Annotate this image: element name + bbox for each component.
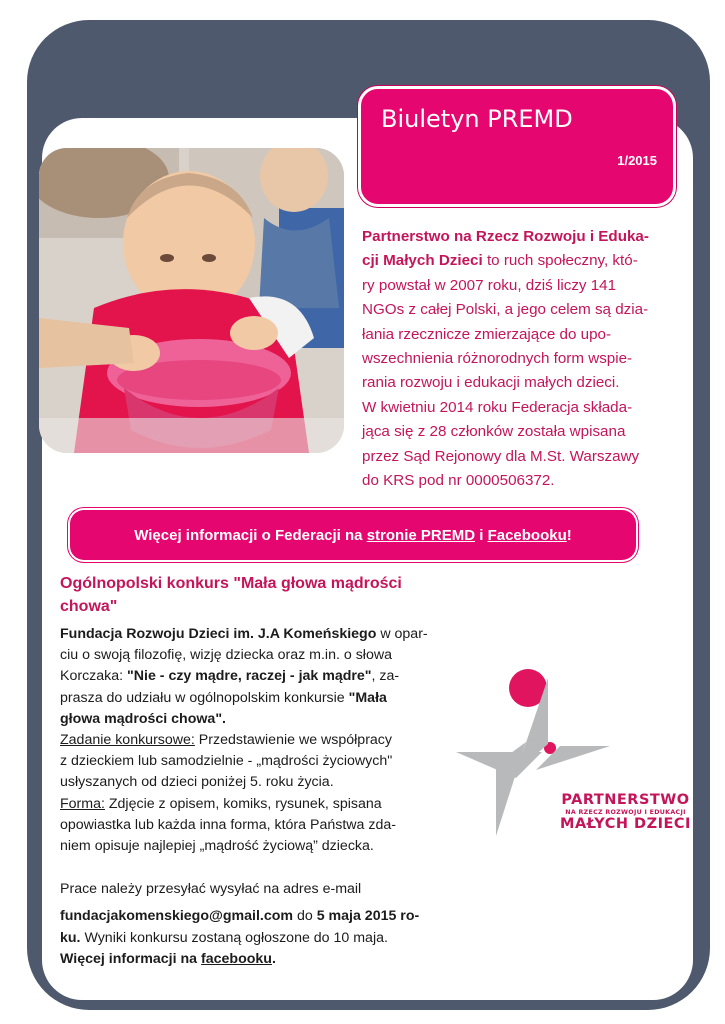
info-banner (70, 510, 636, 560)
more-info-text: Więcej informacji na (60, 950, 202, 967)
korczak-quote: "Nie - czy mądre, raczej - jak mądre" (127, 668, 372, 685)
logo-line-3: MAŁYCH DZIECI (560, 816, 691, 832)
newsletter-header (358, 86, 676, 207)
contact-email[interactable]: fundacjakomenskiego@gmail.com (60, 908, 294, 925)
form-label: Forma: (60, 795, 105, 812)
logo-line-1: PARTNERSTWO (561, 792, 690, 808)
banner-suffix: ! (566, 526, 572, 544)
task-text: Przedstawienie we współpracy z dzieckiem lub samodzielnie - „mądrości życiowych" usłyszanych od dzieci poniżej 5. roku życia. (60, 732, 393, 791)
partnerstwo-logo (452, 660, 697, 875)
contest-name: "Mała głowa mądrości chowa". (60, 689, 387, 727)
intro-text: to ruch społeczny, któ- ry powstał w 2007 roku, dziś liczy 141 NGOs z całej Polski, a jego celem są dzia- łania rzecznicze zmierzające do upo- wszechnienia różnorodnych form wspie- rania rozwoju i edukacji małych dzieci. W kwietniu 2014 roku Federacja składa- jąca się z 28 członków została wpisana przez Sąd Rejonowy dla M.St. Warszawy do KRS pod nr 0000506372. (362, 252, 649, 490)
logo-line-2: NA RZECZ ROZWOJU I EDUKACJI (565, 809, 686, 816)
banner-prefix: Więcej informacji o Federacji na (134, 526, 367, 544)
deadline-date: 5 maja 2015 ro- ku. (60, 908, 420, 946)
premd-link[interactable]: stronie PREMD (366, 526, 476, 544)
contest-heading: Ogólnopolski konkurs "Mała głowa mądrości chowa" (60, 575, 402, 615)
issue-number: 1/2015 (617, 153, 657, 168)
results-text: Wyniki konkursu zostaną ogłoszone do 10 maja. (80, 929, 388, 946)
pinwheel-logo-icon (452, 660, 697, 875)
logo-wordmark (558, 792, 693, 832)
deadline-prefix: do (293, 908, 317, 925)
intro-lead: Partnerstwo na Rzecz Rozwoju i Eduka- cji Małych Dzieci (362, 228, 649, 270)
form-text: Zdjęcie z opisem, komiks, rysunek, spisana opowiastka lub każda inna forma, która Państwa zda- niem opisuje najlepiej „mądrość życiową” dziecka. (60, 795, 396, 855)
task-label: Zadanie konkursowe: (60, 732, 195, 749)
foundation-name: Fundacja Rozwoju Dzieci im. J.A Komeńskiego (60, 626, 377, 642)
newsletter-title: Biuletyn PREMD (381, 105, 573, 133)
more-info-end: . (271, 950, 276, 967)
contest-body (60, 624, 455, 970)
contest-facebook-link[interactable]: facebooku (201, 950, 272, 967)
intro-paragraph (362, 225, 680, 493)
child-photo (39, 148, 344, 453)
banner-middle: i (475, 526, 488, 544)
contest-text-2: , za- prasza do udziału w ogólnopolskim konkursie (60, 668, 400, 706)
send-instructions: Prace należy przesyłać wysyłać na adres e-mail (60, 881, 362, 898)
facebook-link[interactable]: Facebooku (487, 526, 567, 544)
contest-text-1: w opar- ciu o swoją filozofię, wizję dziecka oraz m.in. o słowa Korczaka: (60, 626, 428, 685)
